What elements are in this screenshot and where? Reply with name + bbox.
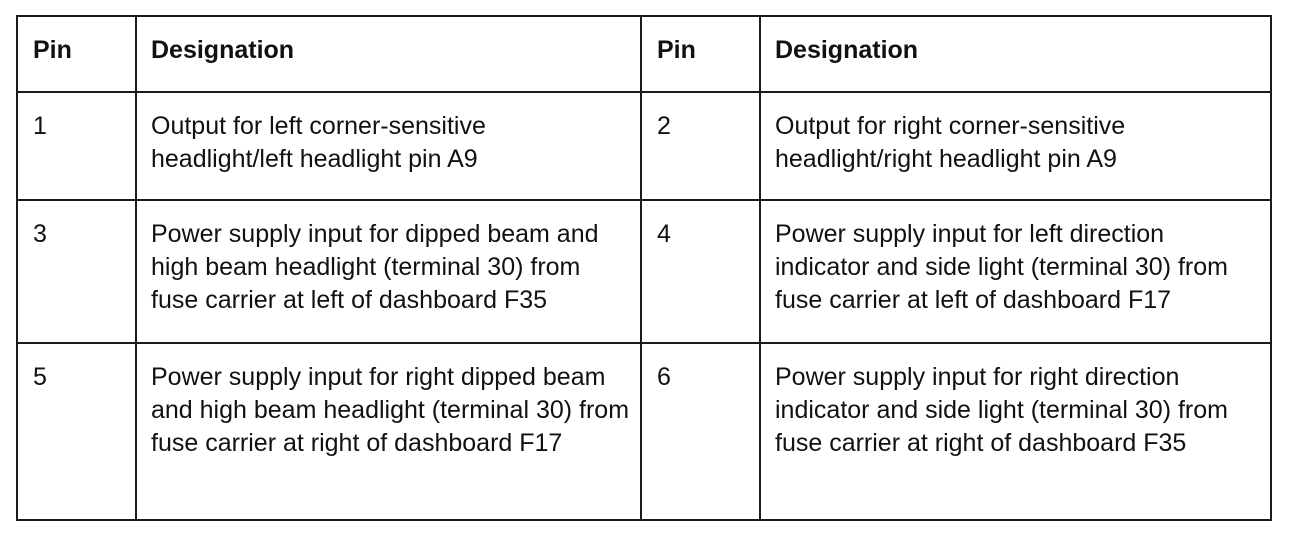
header-pin-left: Pin (17, 16, 136, 92)
designation-cell: Output for left corner-sensitive headlight/left headlight pin A9 (136, 92, 641, 200)
designation-cell: Output for right corner-sensitive headlight/right headlight pin A9 (760, 92, 1271, 200)
pin-cell: 3 (17, 200, 136, 343)
pin-cell: 2 (641, 92, 760, 200)
designation-cell: Power supply input for left direction indicator and side light (terminal 30) from fuse carrier at left of dashboard F17 (760, 200, 1271, 343)
designation-cell: Power supply input for dipped beam and high beam headlight (terminal 30) from fuse carrier at left of dashboard F35 (136, 200, 641, 343)
table-row (17, 200, 1271, 343)
table-row (17, 343, 1271, 520)
header-designation-right: Designation (760, 16, 1271, 92)
pin-designation-table (16, 15, 1272, 521)
table-row (17, 92, 1271, 200)
header-pin-right: Pin (641, 16, 760, 92)
pin-cell: 5 (17, 343, 136, 520)
designation-cell: Power supply input for right dipped beam and high beam headlight (terminal 30) from fuse carrier at right of dashboard F17 (136, 343, 641, 520)
table-header-row (17, 16, 1271, 92)
pin-cell: 1 (17, 92, 136, 200)
pin-cell: 6 (641, 343, 760, 520)
header-designation-left: Designation (136, 16, 641, 92)
designation-cell: Power supply input for right direction indicator and side light (terminal 30) from fuse carrier at right of dashboard F35 (760, 343, 1271, 520)
pin-cell: 4 (641, 200, 760, 343)
